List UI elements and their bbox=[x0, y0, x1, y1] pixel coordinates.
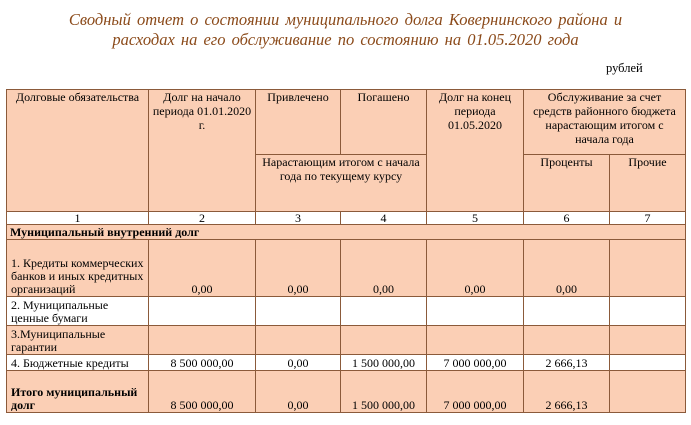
table-row bbox=[7, 326, 686, 355]
column-number: 6 bbox=[524, 212, 610, 225]
cell-attracted: 0,00 bbox=[256, 355, 341, 371]
cell-interest: 2 666,13 bbox=[524, 371, 610, 413]
cell-debt-end: 7 000 000,00 bbox=[427, 355, 524, 371]
cell-debt-end: 0,00 bbox=[427, 240, 524, 297]
cell-interest bbox=[524, 297, 610, 326]
cell-debt-start: 8 500 000,00 bbox=[149, 371, 256, 413]
cell-repaid: 1 500 000,00 bbox=[341, 371, 427, 413]
report-title-line-2: расходах на его обслуживание по состоянию на 01.05.2020 года bbox=[112, 30, 579, 49]
header-other: Прочие bbox=[610, 155, 686, 212]
row-label: 1. Кредиты коммерческих банков и иных кредитных организаций bbox=[7, 240, 149, 297]
header-row-1 bbox=[7, 90, 686, 155]
cell-repaid: 1 500 000,00 bbox=[341, 355, 427, 371]
report-title bbox=[0, 10, 691, 50]
cell-other bbox=[610, 355, 686, 371]
cell-interest: 0,00 bbox=[524, 240, 610, 297]
cell-attracted bbox=[256, 326, 341, 355]
row-label: 4. Бюджетные кредиты bbox=[7, 355, 149, 371]
cell-debt-end: 7 000 000,00 bbox=[427, 371, 524, 413]
column-number: 1 bbox=[7, 212, 149, 225]
report-title-line-1: Сводный отчет о состоянии муниципального долга Ковернинского района и bbox=[68, 10, 623, 29]
header-cumulative-note: Нарастающим итогом с начала года по текущему курсу bbox=[256, 155, 427, 212]
column-number-row bbox=[7, 212, 686, 225]
header-servicing: Обслуживание за счет средств районного бюджета нарастающим итогом с начала года bbox=[524, 90, 686, 155]
cell-other bbox=[610, 240, 686, 297]
column-number: 2 bbox=[149, 212, 256, 225]
column-number: 5 bbox=[427, 212, 524, 225]
column-number: 3 bbox=[256, 212, 341, 225]
cell-repaid: 0,00 bbox=[341, 240, 427, 297]
row-label: 2. Муниципальные ценные бумаги bbox=[7, 297, 149, 326]
section-row bbox=[7, 225, 686, 240]
cell-debt-start: 8 500 000,00 bbox=[149, 355, 256, 371]
header-interest: Проценты bbox=[524, 155, 610, 212]
cell-other bbox=[610, 297, 686, 326]
total-label: Итого муниципальный долг bbox=[7, 371, 149, 413]
total-row bbox=[7, 371, 686, 413]
debt-report-table bbox=[6, 89, 686, 413]
cell-interest bbox=[524, 326, 610, 355]
cell-attracted: 0,00 bbox=[256, 371, 341, 413]
header-repaid: Погашено bbox=[341, 90, 427, 155]
header-debt-obligations: Долговые обязательства bbox=[7, 90, 149, 212]
cell-debt-start bbox=[149, 297, 256, 326]
cell-debt-end bbox=[427, 297, 524, 326]
column-number: 7 bbox=[610, 212, 686, 225]
cell-attracted bbox=[256, 297, 341, 326]
cell-debt-start bbox=[149, 326, 256, 355]
header-debt-end: Долг на конец периода 01.05.2020 bbox=[427, 90, 524, 212]
cell-attracted: 0,00 bbox=[256, 240, 341, 297]
table-row bbox=[7, 297, 686, 326]
cell-interest: 2 666,13 bbox=[524, 355, 610, 371]
row-label: 3.Муниципальные гарантии bbox=[7, 326, 149, 355]
currency-unit: рублей bbox=[606, 61, 643, 75]
column-number: 4 bbox=[341, 212, 427, 225]
cell-debt-start: 0,00 bbox=[149, 240, 256, 297]
cell-other bbox=[610, 326, 686, 355]
cell-repaid bbox=[341, 326, 427, 355]
header-debt-start: Долг на начало периода 01.01.2020 г. bbox=[149, 90, 256, 212]
cell-debt-end bbox=[427, 326, 524, 355]
section-title: Муниципальный внутренний долг bbox=[7, 225, 686, 240]
table-row bbox=[7, 355, 686, 371]
cell-other bbox=[610, 371, 686, 413]
table-row bbox=[7, 240, 686, 297]
cell-repaid bbox=[341, 297, 427, 326]
header-attracted: Привлечено bbox=[256, 90, 341, 155]
